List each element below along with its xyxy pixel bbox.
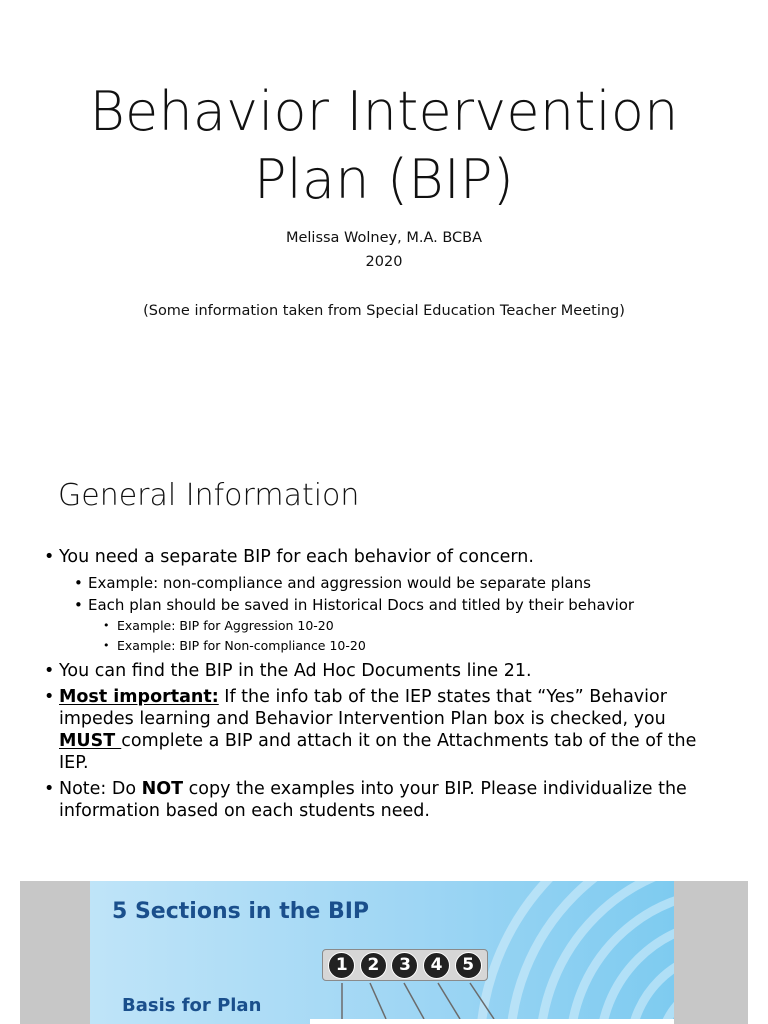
sections-slide-preview [20,881,748,1024]
section-number-5: 5 [455,952,482,979]
slide-title [0,78,768,214]
author: Melissa Wolney, M.A. BCBA [285,230,483,246]
sections-heading: 5 Sections in the BIP [112,899,370,924]
basis-for-plan-label: Basis for Plan [122,995,262,1016]
note-text-1: Note: Do [59,779,142,799]
not-label: NOT [141,779,184,799]
source-note: (Some information taken from Special Education Teacher Meeting) [143,303,625,319]
sections-panel [90,881,674,1024]
example-aggression: • Example: BIP for Aggression 10-20 [42,616,722,636]
section-heading: General Information [58,478,360,513]
must-label: MUST [59,731,122,751]
section-number-1: 1 [328,952,355,979]
most-important-text-1: If the info tab of the IEP states that “Yes” Behavior impedes learning and Behavior Intervention Plan box is checked, you [59,687,667,729]
section-number-2: 2 [360,952,387,979]
title-line-1: Behavior Intervention [89,80,679,143]
most-important-label: Most important: [59,687,219,707]
year: 2020 [365,254,403,270]
bullet-list [42,546,722,826]
example-non-compliance: • Example: BIP for Non-compliance 10-20 [42,636,722,656]
general-information-slide [0,440,768,880]
bullet-ad-hoc: • You can find the BIP in the Ad Hoc Documents line 21. [42,660,722,682]
title-slide [0,0,768,440]
section-number-4: 4 [423,952,450,979]
note-text-2: copy the examples into your BIP. Please individualize the information based on each students need. [59,779,687,821]
bullet-most-important [42,686,722,774]
slide-subtitle [0,226,768,323]
most-important-text-2: complete a BIP and attach it on the Attachments tab of the of the IEP. [59,731,697,773]
sub-bullet-save: • Each plan should be saved in Historical Docs and titled by their behavior [42,594,722,616]
section-number-3: 3 [391,952,418,979]
bullet-note [42,778,722,822]
content-box-edge [310,1019,674,1024]
bullet-separate-bip: • You need a separate BIP for each behavior of concern. [42,546,722,568]
title-line-2: Plan (BIP) [253,148,515,211]
sub-bullet-example: • Example: non-compliance and aggression would be separate plans [42,572,722,594]
